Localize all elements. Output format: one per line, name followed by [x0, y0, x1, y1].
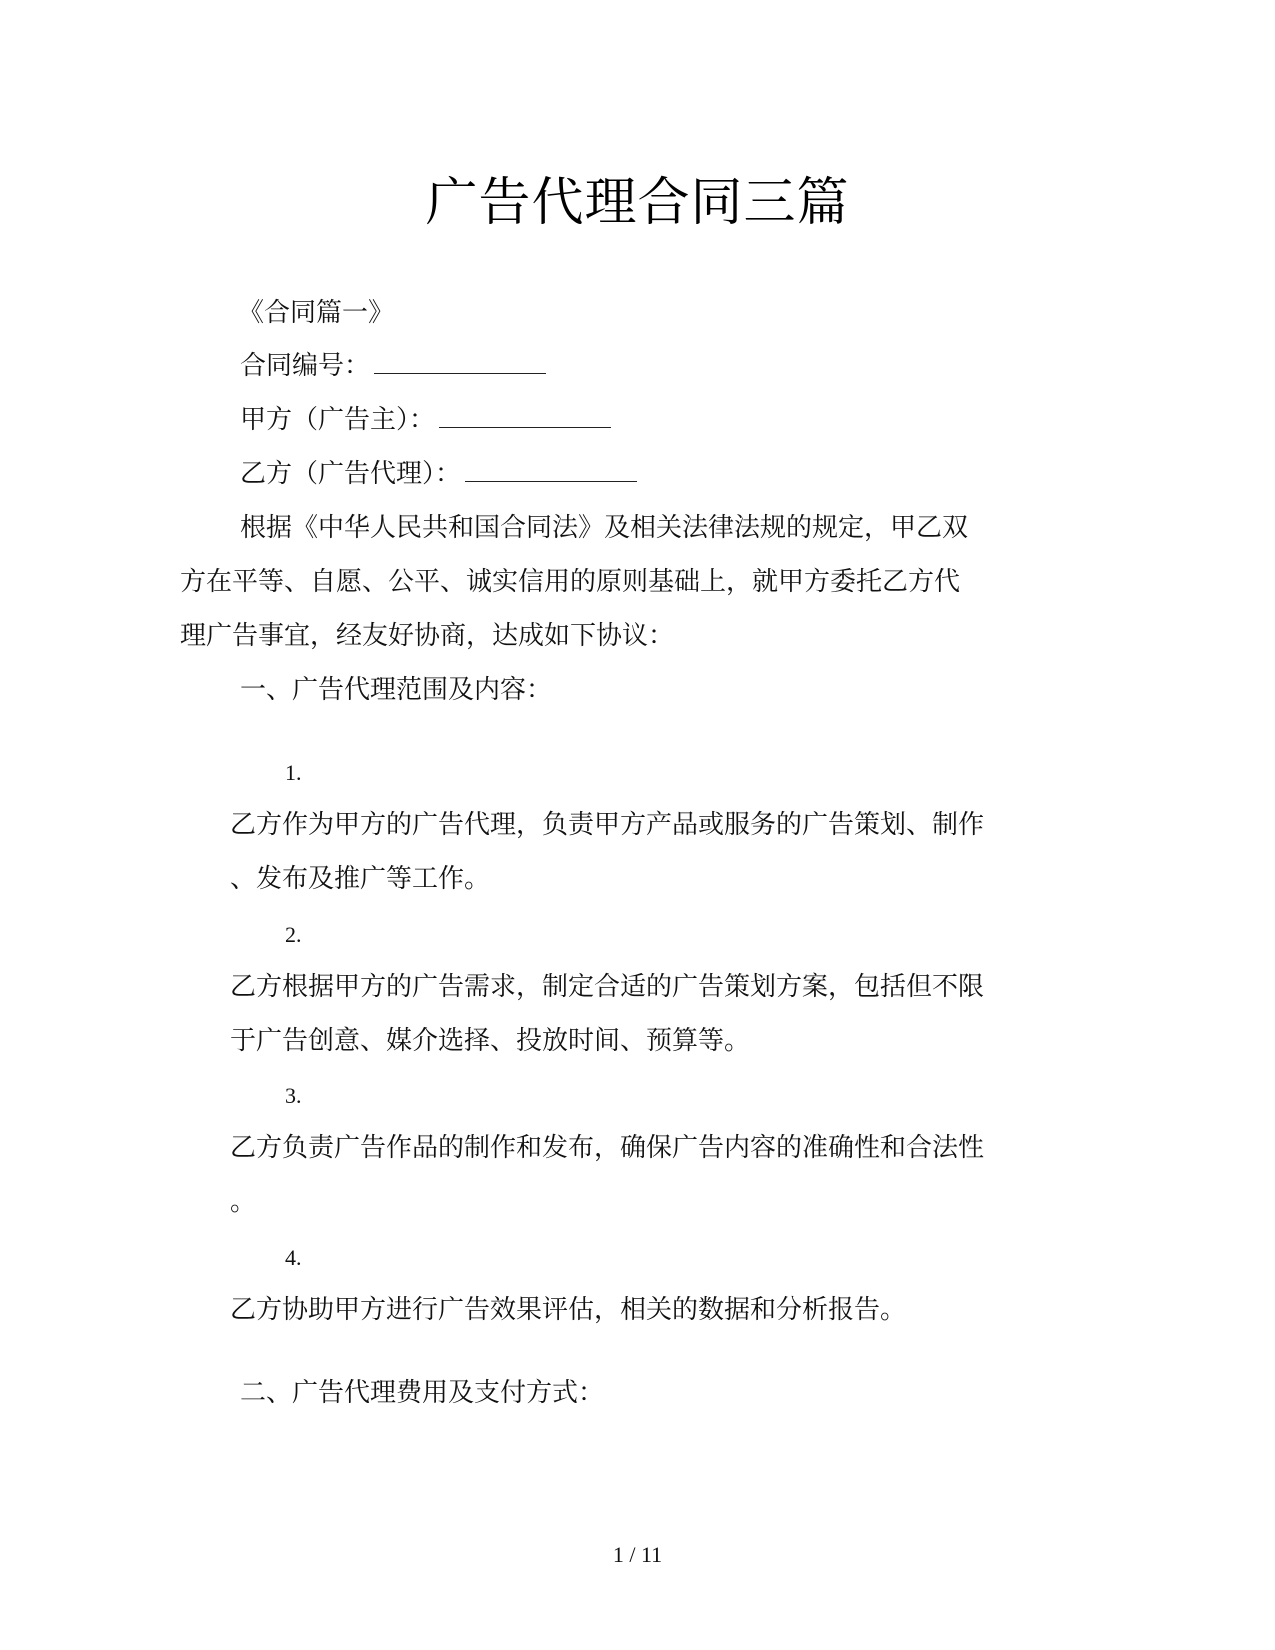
field-contract-number: [240, 348, 546, 384]
field-label: 合同编号：: [240, 351, 371, 381]
item-number: 4.: [285, 1245, 302, 1270]
preamble-line: 根据《中华人民共和国合同法》及相关法律法规的规定，甲乙双: [240, 513, 969, 543]
item-line: 乙方协助甲方进行广告效果评估，相关的数据和分析报告。: [230, 1295, 907, 1325]
blank-line: [465, 459, 637, 482]
field-label: 甲方（广告主）：: [240, 405, 436, 435]
section-heading: 《合同篇一》: [238, 298, 395, 328]
field-party-a: [240, 402, 611, 438]
preamble-line: 方在平等、自愿、公平、诚实信用的原则基础上，就甲方委托乙方代: [180, 567, 961, 597]
field-party-b: [240, 456, 637, 492]
clause-heading: 一、广告代理范围及内容：: [240, 675, 553, 705]
preamble-line: 理广告事宜，经友好协商，达成如下协议：: [180, 621, 675, 651]
page-number: 1 / 11: [612, 1542, 663, 1567]
item-line: 乙方作为甲方的广告代理，负责甲方产品或服务的广告策划、制作: [230, 810, 985, 840]
item-number: 1.: [285, 760, 302, 785]
item-number: 3.: [285, 1083, 302, 1108]
clause-heading: 二、广告代理费用及支付方式：: [240, 1378, 605, 1408]
item-number: 2.: [285, 922, 302, 947]
document-title: 广告代理合同三篇: [425, 173, 850, 233]
item-line: 。: [230, 1187, 257, 1217]
item-line: 乙方负责广告作品的制作和发布，确保广告内容的准确性和合法性: [230, 1133, 985, 1163]
blank-line: [374, 351, 546, 374]
item-line: 于广告创意、媒介选择、投放时间、预算等。: [230, 1026, 751, 1056]
field-label: 乙方（广告代理）：: [240, 459, 462, 489]
item-line: 乙方根据甲方的广告需求，制定合适的广告策划方案，包括但不限: [230, 972, 985, 1002]
blank-line: [439, 405, 611, 428]
item-line: 、发布及推广等工作。: [230, 864, 491, 894]
